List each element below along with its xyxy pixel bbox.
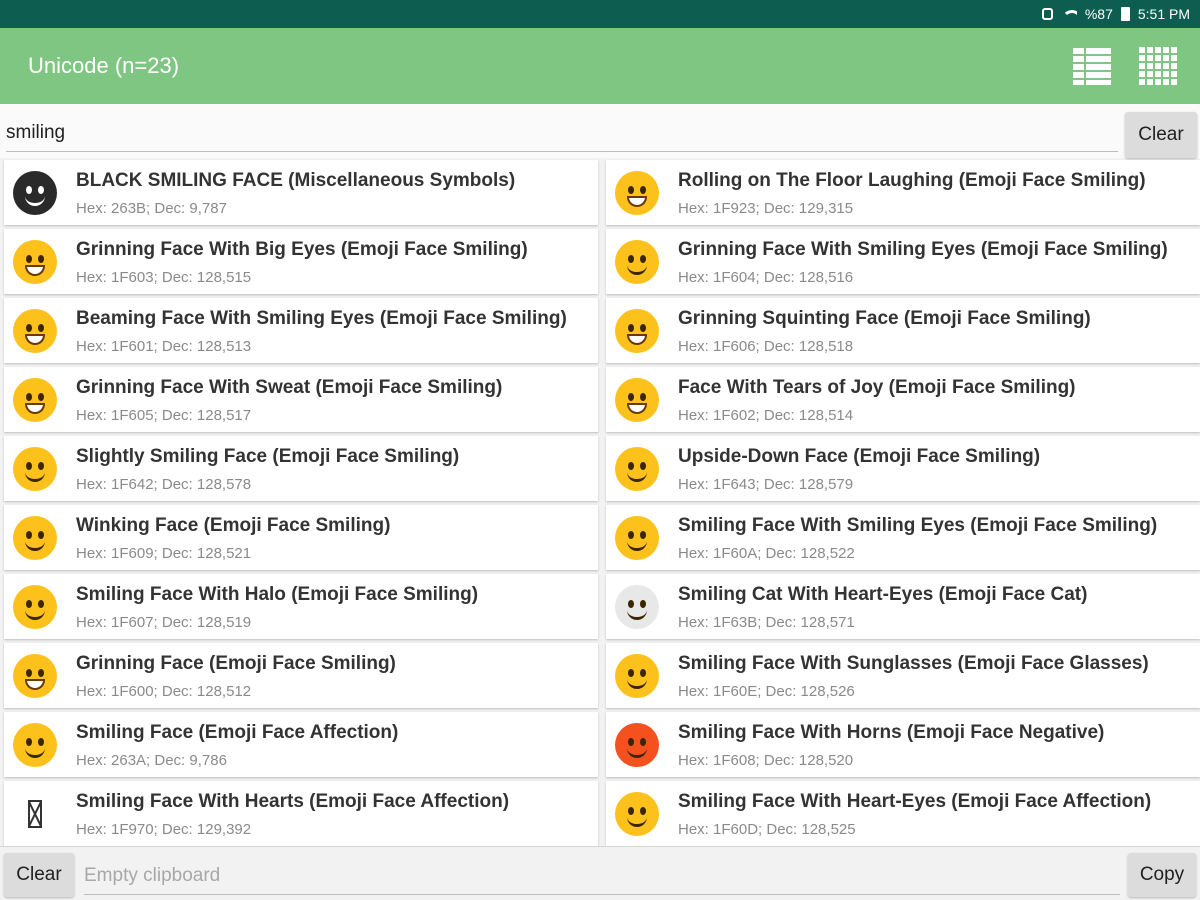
result-item[interactable] (4, 781, 598, 846)
result-item[interactable] (4, 229, 598, 294)
battery-level: %87 (1084, 6, 1113, 22)
result-text (668, 298, 1091, 355)
clipboard-field[interactable] (84, 857, 1120, 895)
alarm-icon (1042, 8, 1053, 20)
result-text (668, 229, 1168, 286)
character-name: Smiling Face (Emoji Face Affection) (76, 722, 399, 743)
search-row (0, 104, 1200, 158)
result-text (668, 505, 1157, 562)
character-name: Face With Tears of Joy (Emoji Face Smiling) (678, 377, 1076, 398)
code-point-info: Hex: 1F603; Dec: 128,515 (76, 269, 252, 286)
emoji-glyph (4, 505, 66, 570)
result-item[interactable] (4, 367, 598, 432)
grinning-big-eyes-emoji-icon (13, 240, 57, 284)
smiling-eyes-emoji-icon (615, 516, 659, 560)
emoji-glyph (606, 229, 668, 294)
battery-icon (1121, 7, 1130, 21)
emoji-glyph (606, 367, 668, 432)
emoji-glyph (606, 643, 668, 708)
code-point-info: Hex: 1F923; Dec: 129,315 (678, 200, 854, 217)
character-name: Grinning Face With Sweat (Emoji Face Smiling) (76, 377, 503, 398)
clock: 5:51 PM (1137, 6, 1190, 22)
winking-emoji-icon (13, 516, 57, 560)
result-text (66, 160, 515, 217)
grinning-squinting-emoji-icon (615, 309, 659, 353)
character-name: Smiling Face With Halo (Emoji Face Smiling) (76, 584, 479, 605)
horns-emoji-icon (615, 723, 659, 767)
clear-clipboard-button[interactable]: Clear (4, 853, 74, 897)
emoji-glyph (4, 229, 66, 294)
clear-search-button[interactable]: Clear (1125, 112, 1197, 158)
result-item[interactable] (4, 712, 598, 777)
result-item[interactable] (4, 574, 598, 639)
tears-of-joy-emoji-icon (615, 378, 659, 422)
emoji-glyph (606, 436, 668, 501)
character-name: Smiling Face With Smiling Eyes (Emoji Face Smiling) (678, 515, 1158, 536)
emoji-glyph (606, 505, 668, 570)
result-item[interactable] (606, 436, 1200, 501)
result-text (668, 574, 1087, 631)
result-item[interactable] (4, 505, 598, 570)
black-smiling-face-icon (13, 171, 57, 215)
result-item[interactable] (606, 367, 1200, 432)
code-point-info: Hex: 1F600; Dec: 128,512 (76, 683, 252, 700)
character-name: Smiling Cat With Heart-Eyes (Emoji Face Cat) (678, 584, 1088, 605)
result-item[interactable] (606, 160, 1200, 225)
result-text (66, 436, 459, 493)
cat-heart-eyes-emoji-icon (615, 585, 659, 629)
emoji-glyph (4, 436, 66, 501)
emoji-glyph (4, 298, 66, 363)
slightly-smiling-emoji-icon (13, 447, 57, 491)
character-name: Smiling Face With Heart-Eyes (Emoji Face Affection) (678, 791, 1152, 812)
character-name: Winking Face (Emoji Face Smiling) (76, 515, 391, 536)
character-name: Slightly Smiling Face (Emoji Face Smiling) (76, 446, 460, 467)
result-text (66, 574, 478, 631)
result-text (668, 712, 1104, 769)
result-item[interactable] (4, 160, 598, 225)
rofl-emoji-icon (615, 171, 659, 215)
emoji-glyph (606, 574, 668, 639)
result-item[interactable] (606, 298, 1200, 363)
code-point-info: Hex: 263B; Dec: 9,787 (76, 200, 227, 217)
result-item[interactable] (4, 298, 598, 363)
character-name: Rolling on The Floor Laughing (Emoji Face Smiling) (678, 170, 1146, 191)
character-name: Grinning Squinting Face (Emoji Face Smiling) (678, 308, 1091, 329)
result-text (668, 643, 1149, 700)
clipboard-bar (0, 846, 1200, 900)
code-point-info: Hex: 1F60D; Dec: 128,525 (678, 821, 856, 838)
result-item[interactable] (4, 643, 598, 708)
missing-glyph-icon (28, 800, 42, 828)
result-text (668, 367, 1076, 424)
emoji-glyph (4, 781, 66, 846)
code-point-info: Hex: 1F602; Dec: 128,514 (678, 407, 854, 424)
list-view-button[interactable] (1072, 46, 1112, 86)
app-title: Unicode (n=23) (28, 53, 180, 78)
character-name: Smiling Face With Horns (Emoji Face Negative) (678, 722, 1105, 743)
emoji-glyph (4, 160, 66, 225)
code-point-info: Hex: 1F63B; Dec: 128,571 (678, 614, 855, 631)
character-name: Grinning Face (Emoji Face Smiling) (76, 653, 396, 674)
result-text (66, 643, 396, 700)
code-point-info: Hex: 1F608; Dec: 128,520 (678, 752, 854, 769)
code-point-info: Hex: 1F60E; Dec: 128,526 (678, 683, 855, 700)
code-point-info: Hex: 1F607; Dec: 128,519 (76, 614, 252, 631)
character-name: Upside-Down Face (Emoji Face Smiling) (678, 446, 1041, 467)
emoji-glyph (4, 643, 66, 708)
code-point-info: Hex: 1F604; Dec: 128,516 (678, 269, 854, 286)
code-point-info: Hex: 1F601; Dec: 128,513 (76, 338, 252, 355)
result-text (66, 712, 398, 769)
character-name: Smiling Face With Hearts (Emoji Face Affection) (76, 791, 510, 812)
code-point-info: Hex: 263A; Dec: 9,786 (76, 752, 227, 769)
character-name: Grinning Face With Smiling Eyes (Emoji Face Smiling) (678, 239, 1168, 260)
result-item[interactable] (606, 643, 1200, 708)
search-input[interactable] (6, 114, 1118, 152)
result-text (668, 436, 1040, 493)
character-name: BLACK SMILING FACE (Miscellaneous Symbols) (76, 170, 516, 191)
character-name: Beaming Face With Smiling Eyes (Emoji Face Smiling) (76, 308, 567, 329)
code-point-info: Hex: 1F606; Dec: 128,518 (678, 338, 854, 355)
character-name: Grinning Face With Big Eyes (Emoji Face Smiling) (76, 239, 528, 260)
result-text (66, 298, 567, 355)
results-list[interactable] (0, 158, 1200, 846)
result-item[interactable] (606, 781, 1200, 846)
status-bar (0, 0, 1200, 28)
result-text (66, 367, 502, 424)
grid-view-icon (1138, 46, 1178, 86)
copy-button[interactable]: Copy (1128, 853, 1196, 897)
smiling-face-emoji-icon (13, 723, 57, 767)
sunglasses-emoji-icon (615, 654, 659, 698)
grinning-emoji-icon (13, 654, 57, 698)
result-item[interactable] (606, 229, 1200, 294)
halo-emoji-icon (13, 585, 57, 629)
grinning-smiling-eyes-emoji-icon (615, 240, 659, 284)
result-text (668, 160, 1146, 217)
result-item[interactable] (4, 436, 598, 501)
character-name: Smiling Face With Sunglasses (Emoji Face Glasses) (678, 653, 1149, 674)
grid-view-button[interactable] (1138, 46, 1178, 86)
code-point-info: Hex: 1F609; Dec: 128,521 (76, 545, 252, 562)
result-text (66, 781, 509, 838)
beaming-face-emoji-icon (13, 309, 57, 353)
heart-eyes-emoji-icon (615, 792, 659, 836)
code-point-info: Hex: 1F642; Dec: 128,578 (76, 476, 252, 493)
result-text (668, 781, 1151, 838)
emoji-glyph (606, 160, 668, 225)
result-text (66, 229, 528, 286)
grinning-sweat-emoji-icon (13, 378, 57, 422)
emoji-glyph (606, 298, 668, 363)
app-bar (0, 28, 1200, 104)
code-point-info: Hex: 1F643; Dec: 128,579 (678, 476, 854, 493)
code-point-info: Hex: 1F605; Dec: 128,517 (76, 407, 252, 424)
emoji-glyph (4, 574, 66, 639)
wifi-icon (1061, 8, 1077, 20)
emoji-glyph (606, 781, 668, 846)
list-view-icon (1072, 46, 1112, 86)
code-point-info: Hex: 1F60A; Dec: 128,522 (678, 545, 855, 562)
upside-down-emoji-icon (615, 447, 659, 491)
emoji-glyph (606, 712, 668, 777)
emoji-glyph (4, 712, 66, 777)
result-item[interactable] (606, 574, 1200, 639)
emoji-glyph (4, 367, 66, 432)
result-item[interactable] (606, 712, 1200, 777)
result-item[interactable] (606, 505, 1200, 570)
result-text (66, 505, 390, 562)
code-point-info: Hex: 1F970; Dec: 129,392 (76, 821, 252, 838)
